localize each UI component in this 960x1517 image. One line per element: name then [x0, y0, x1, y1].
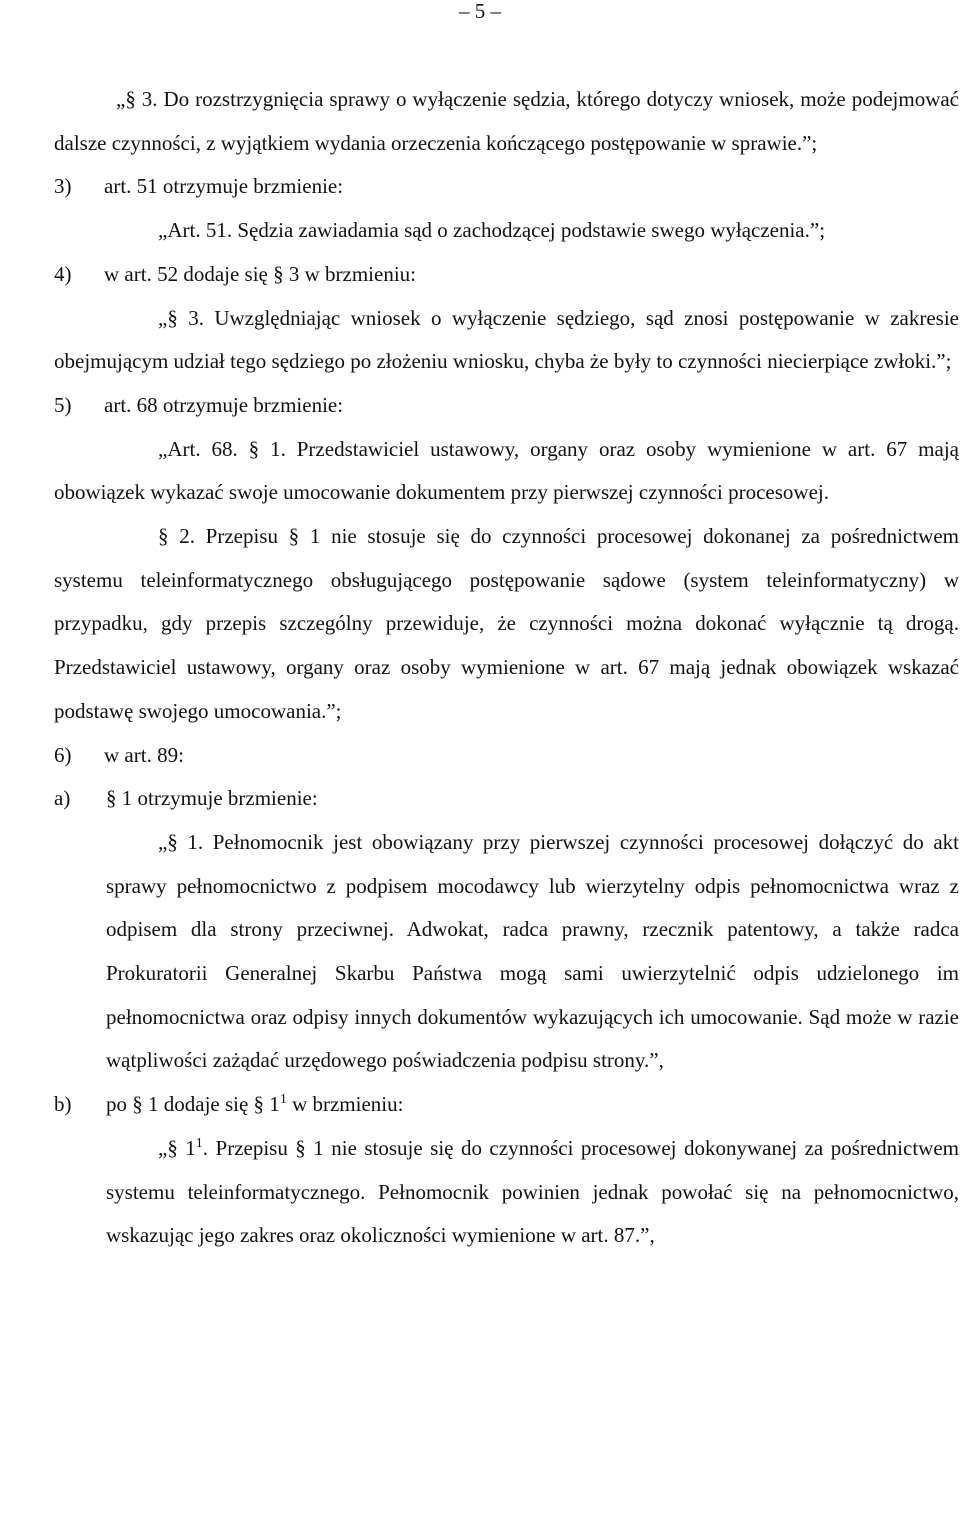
- sub-item-letter: a): [54, 786, 71, 811]
- superscript: 1: [195, 1135, 203, 1151]
- paragraph-art89-1-1: [106, 1127, 959, 1258]
- paragraph-art68-2: § 2. Przepisu § 1 nie stosuje się do czynności procesowej dokonanej za pośrednictwem systemu teleinformatycznego obsługującego postępowanie sądowe (system teleinformatyczny) w przypadku, gdy przepis szczególny przewiduje, że czynności można dokonać wyłącznie tą drogą. Przedstawiciel ustawowy, organy oraz osoby wymienione w art. 67 mają jednak obowiązek wskazać podstawę swojego umocowania.”;: [54, 524, 959, 723]
- list-number: 6): [54, 742, 72, 767]
- list-item-text: w art. 52 dodaje się § 3 w brzmieniu:: [104, 261, 417, 286]
- list-item-text: art. 68 otrzymuje brzmienie:: [104, 392, 344, 417]
- paragraph-art68-1: „Art. 68. § 1. Przedstawiciel ustawowy, organy oraz osoby wymienione w art. 67 mają obowiązek wykazać swoje umocowanie dokumentem przy pierwszej czynności procesowej.: [54, 436, 959, 505]
- list-number: 4): [54, 261, 72, 286]
- list-number: 3): [54, 174, 72, 199]
- document-body: [54, 78, 959, 1258]
- list-item-5: [54, 384, 959, 428]
- list-item-text: art. 51 otrzymuje brzmienie:: [104, 174, 344, 199]
- paragraph-art49-3: „§ 3. Do rozstrzygnięcia sprawy o wyłączenie sędzia, którego dotyczy wniosek, może podejmować dalsze czynności, z wyjątkiem wydania orzeczenia kończącego postępowanie w sprawie.”;: [54, 87, 959, 155]
- list-item-4: [54, 253, 959, 297]
- sub-item-b: [54, 1083, 959, 1127]
- paragraph-pre: „§ 1: [158, 1135, 196, 1160]
- paragraph-art89-1: „§ 1. Pełnomocnik jest obowiązany przy pierwszej czynności procesowej dołączyć do akt sprawy pełnomocnictwo z podpisem mocodawcy lub wierzytelny odpis pełnomocnictwa wraz z odpisem dla strony przeciwnej. Adwokat, radca prawny, rzecznik patentowy, a także radca Prokuratorii Generalnej Skarbu Państwa mogą sami uwierzytelnić odpis udzielonego im pełnomocnictwa oraz odpisy innych dokumentów wykazujących ich umocowanie. Sąd może w razie wątpliwości zażądać urzędowego poświadczenia podpisu strony.”,: [106, 829, 959, 1073]
- sub-item-letter: b): [54, 1092, 72, 1117]
- sub-item-a: [54, 777, 959, 821]
- sub-item-text: § 1 otrzymuje brzmienie:: [106, 786, 318, 811]
- list-item-3: [54, 165, 959, 209]
- list-number: 5): [54, 392, 72, 417]
- superscript: 1: [279, 1092, 287, 1108]
- paragraph-post: . Przepisu § 1 nie stosuje się do czynności procesowej dokonywanej za pośrednictwem systemu teleinformatycznego. Pełnomocnik powinien jednak powołać się na pełnomocnictwo, wskazując jego zakres oraz okoliczności wymienione w art. 87.”,: [106, 1135, 959, 1248]
- sub-item-text-pre: po § 1 dodaje się § 1: [106, 1092, 280, 1117]
- quote-block-b: [54, 1127, 959, 1258]
- quote-block-a: [54, 821, 959, 1083]
- paragraph-art51: „Art. 51. Sędzia zawiadamia sąd o zachodzącej podstawie swego wyłączenia.”;: [158, 218, 826, 243]
- page-number: – 5 –: [459, 0, 501, 23]
- list-item-text: w art. 89:: [104, 742, 184, 767]
- paragraph-art52-3: „§ 3. Uwzględniając wniosek o wyłączenie sędziego, sąd znosi postępowanie w zakresie obejmującym udział tego sędziego po złożeniu wniosku, chyba że były to czynności niecierpiące zwłoki.”;: [54, 305, 959, 374]
- sub-item-text-post: w brzmieniu:: [286, 1092, 404, 1117]
- list-item-6: [54, 734, 959, 778]
